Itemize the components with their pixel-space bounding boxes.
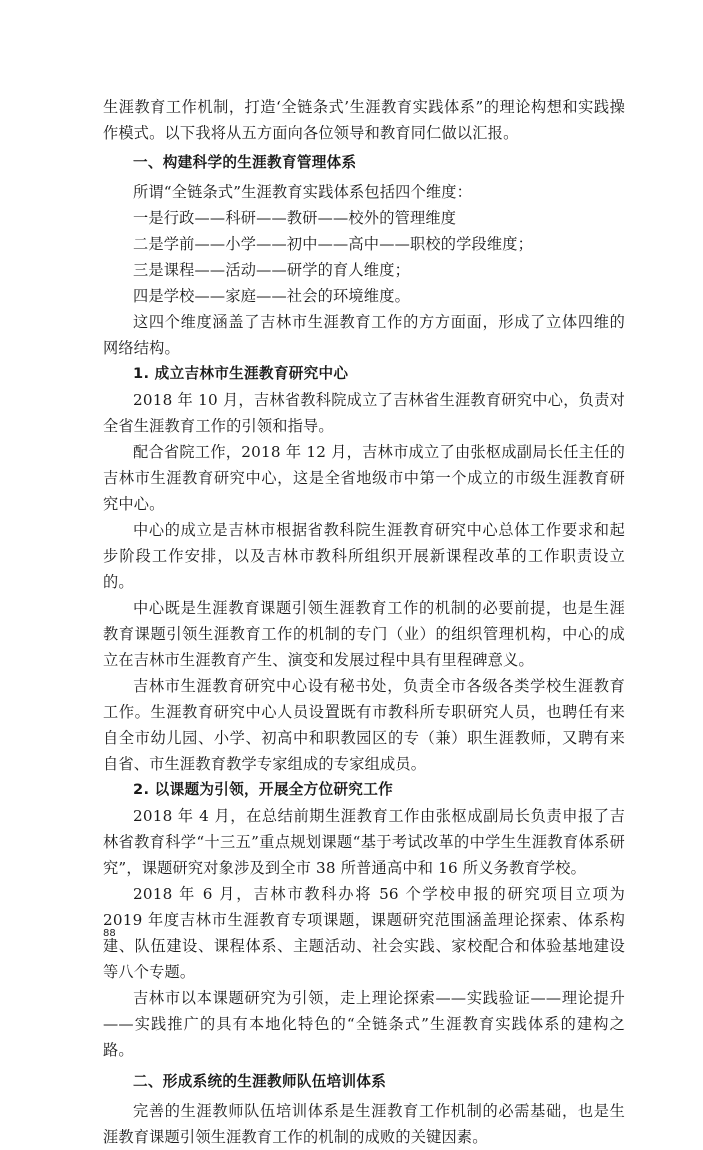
dimension-item-2: 二是学前——小学——初中——高中——职校的学段维度； bbox=[133, 235, 534, 253]
intro-paragraph: 生涯教育工作机制，打造‘全链条式’生涯教育实践体系”的理论构想和实践操作模式。以下我将从五方面向各位领导和教育同仁做以汇报。 bbox=[103, 98, 625, 142]
paragraph: 2018 年 6 月，吉林市教科办将 56 个学校申报的研究项目立项为 2019 年度吉林市生涯教育专项课题，课题研究范围涵盖理论探索、体系构建、队伍建设、课程体系、主题活动、社会实践、家校配合和体验基地建设等八个专题。 bbox=[103, 885, 625, 981]
paragraph: 吉林市生涯教育研究中心设有秘书处，负责全市各级各类学校生涯教育工作。生涯教育研究中心人员设置既有市教科所专职研究人员，也聘任有来自全市幼儿园、小学、初高中和职教园区的专（兼）职生涯教师，又聘有来自省、市生涯教育教学专家组成的专家组成员。 bbox=[103, 677, 625, 773]
section-heading-1: 一、构建科学的生涯教育管理体系 bbox=[133, 154, 357, 171]
paragraph: 中心的成立是吉林市根据省教科院生涯教育研究中心总体工作要求和起步阶段工作安排，以及吉林市教科所组织开展新课程改革的工作职责设立的。 bbox=[103, 521, 625, 591]
subsection-heading-2: 2. 以课题为引领，开展全方位研究工作 bbox=[133, 781, 393, 798]
paragraph: 2018 年 4 月，在总结前期生涯教育工作由张枢成副局长负责申报了吉林省教育科学“十三五”重点规划课题“基于考试改革的中学生生涯教育体系研究”，课题研究对象涉及到全市 38 所普通高中和 16 所义务教育学校。 bbox=[103, 807, 625, 877]
dimension-item-1: 一是行政——科研——教研——校外的管理维度 bbox=[133, 209, 457, 227]
paragraph: 完善的生涯教师队伍培训体系是生涯教育工作机制的必需基础，也是生涯教育课题引领生涯教育工作的机制的成败的关键因素。 bbox=[103, 1102, 625, 1146]
paragraph: 中心既是生涯教育课题引领生涯教育工作的机制的必要前提，也是生涯教育课题引领生涯教育工作的机制的专门（业）的组织管理机构，中心的成立在吉林市生涯教育产生、演变和发展过程中具有里程碑意义。 bbox=[103, 599, 625, 669]
paragraph: 所谓“全链条式”生涯教育实践体系包括四个维度： bbox=[133, 183, 473, 201]
paragraph: 2018 年 10 月，吉林省教科院成立了吉林省生涯教育研究中心，负责对全省生涯教育工作的引领和指导。 bbox=[103, 391, 625, 435]
paragraph: 配合省院工作，2018 年 12 月，吉林市成立了由张枢成副局长任主任的吉林市生涯教育研究中心，这是全省地级市中第一个成立的市级生涯教育研究中心。 bbox=[103, 443, 625, 513]
page-body bbox=[103, 94, 625, 1150]
paragraph: 这四个维度涵盖了吉林市生涯教育工作的方方面面，形成了立体四维的网络结构。 bbox=[103, 313, 625, 357]
section-heading-2: 二、形成系统的生涯教师队伍培训体系 bbox=[133, 1073, 387, 1090]
dimension-item-3: 三是课程——活动——研学的育人维度； bbox=[133, 261, 410, 279]
subsection-heading-1: 1. 成立吉林市生涯教育研究中心 bbox=[133, 365, 349, 382]
page-number: 88 bbox=[103, 928, 116, 939]
dimension-item-4: 四是学校——家庭——社会的环境维度。 bbox=[133, 287, 410, 305]
paragraph: 吉林市以本课题研究为引领，走上理论探索——实践验证——理论提升——实践推广的具有本地化特色的“全链条式”生涯教育实践体系的建构之路。 bbox=[103, 989, 625, 1059]
